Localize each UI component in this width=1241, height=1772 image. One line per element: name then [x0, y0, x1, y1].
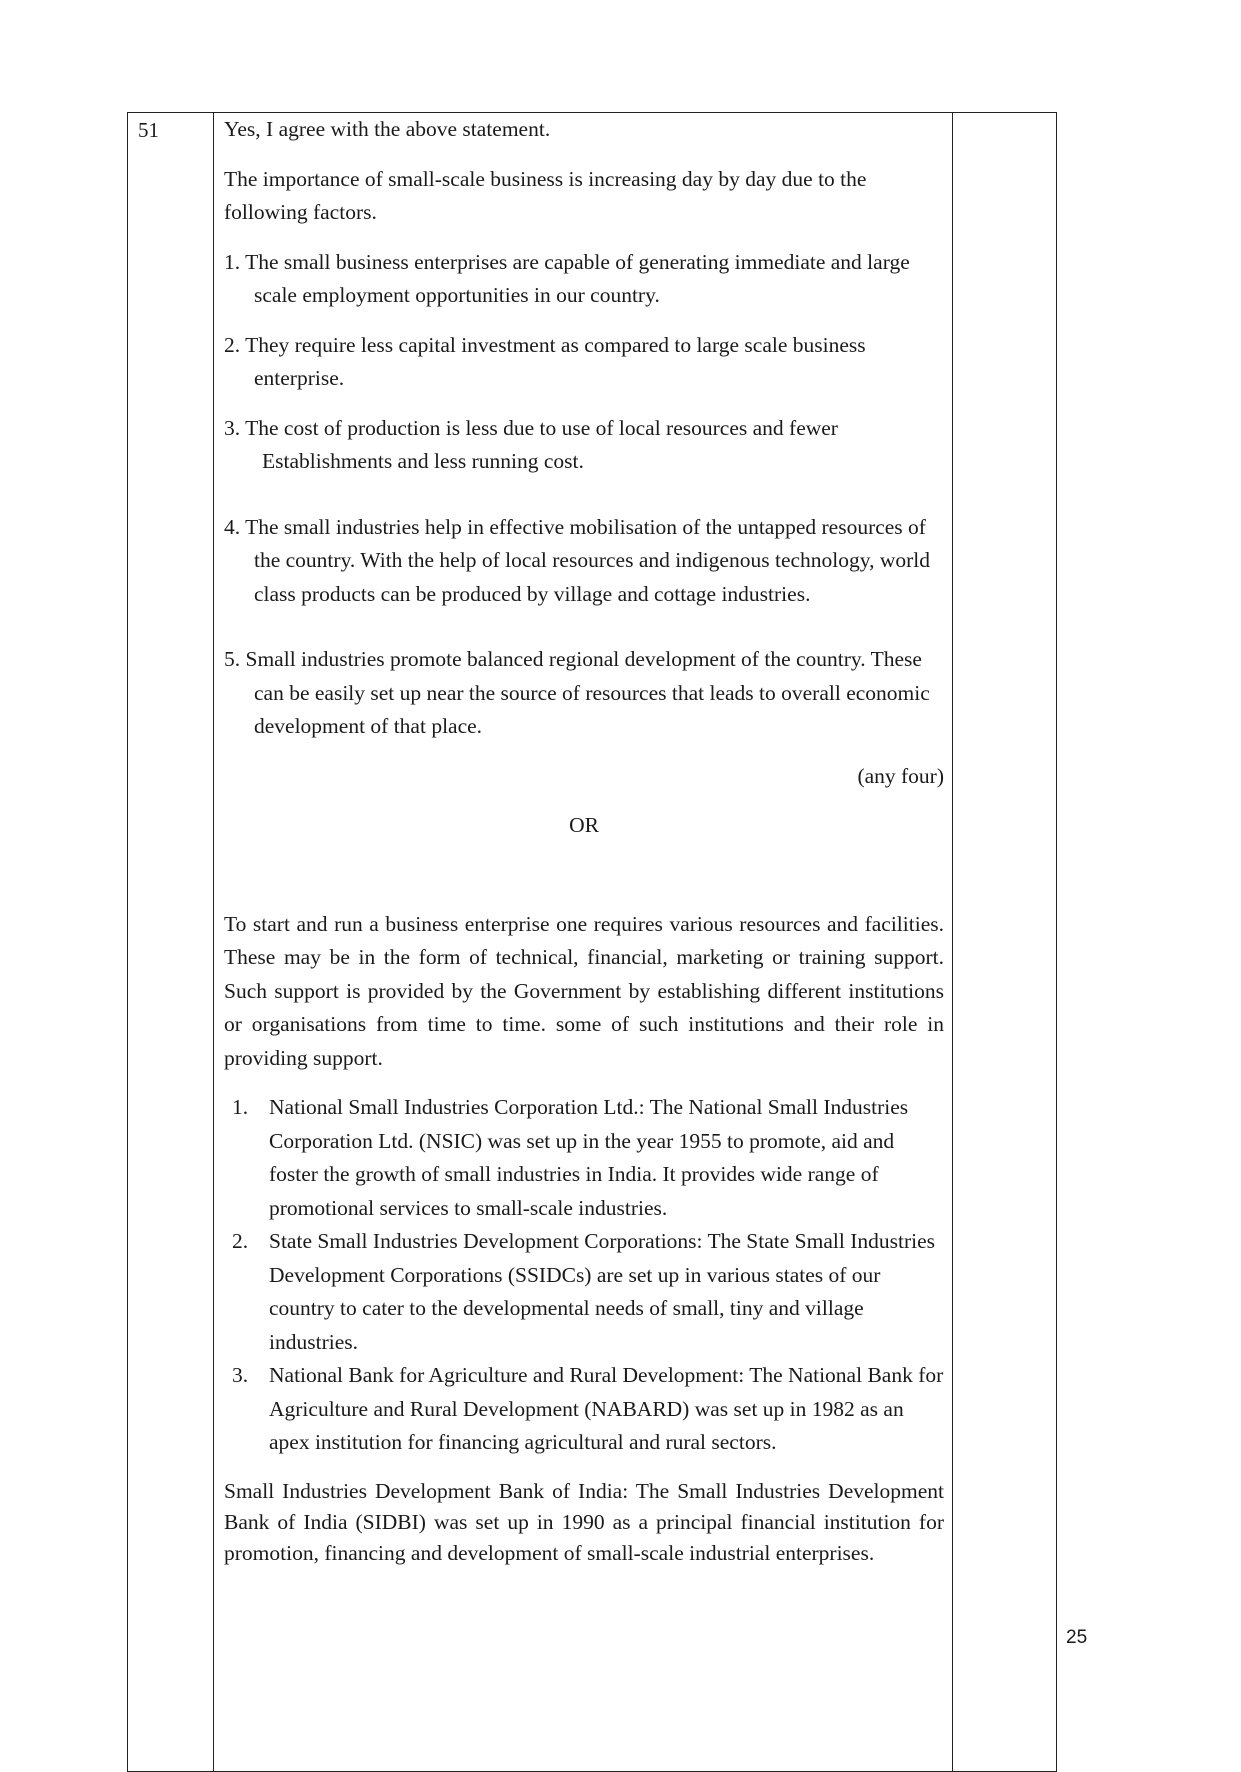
factor-item: 3. The cost of production is less due to use of local resources and fewer Establishments and less running cost.	[224, 415, 838, 473]
list-item-text: National Bank for Agriculture and Rural Development: The National Bank for Agriculture and Rural Development (NABARD) was set up in 1982 as an apex institution for financing agricultural and rural sectors.	[269, 1363, 944, 1454]
page-number: 25	[1066, 1627, 1088, 1648]
list-item-number: 3.	[232, 1363, 249, 1387]
list-item-text: State Small Industries Development Corporations: The State Small Industries Development Corporations (SSIDCs) are set up in various states of our country to cater to the developmental needs of small, tiny and village industries.	[269, 1229, 936, 1354]
factor-item: 4. The small industries help in effective mobilisation of the untapped resources of the country. With the help of local resources and indigenous technology, world class products can be produced by village and cottage industries.	[224, 514, 931, 606]
list-item	[232, 1225, 944, 1359]
question-number: 51	[138, 118, 159, 142]
list-item	[232, 1359, 944, 1460]
factor-item: 1. The small business enterprises are capable of generating immediate and large scale employment opportunities in our country.	[224, 249, 910, 307]
alt-intro-text: To start and run a business enterprise one requires various resources and facilities. These may be in the form of technical, financial, marketing or training support. Such support is provided by the Government by establishing different institutions or organisations from time to time. some of such institutions and their role in providing support.	[224, 911, 944, 1070]
factor-item: 2. They require less capital investment as compared to large scale business enterprise.	[224, 332, 866, 390]
answer-content	[224, 113, 944, 1569]
column-divider-2	[952, 113, 953, 1771]
answer-table	[127, 112, 1057, 1772]
institution-list	[224, 1091, 944, 1460]
sidbi-text: Small Industries Development Bank of India: The Small Industries Development Bank of India (SIDBI) was set up in 1990 as a principal financial institution for promotion, financing and development of small-scale industrial enterprises.	[224, 1478, 944, 1565]
list-item-number: 1.	[232, 1095, 249, 1119]
any-four-note: (any four)	[857, 763, 944, 788]
column-divider-1	[213, 113, 214, 1771]
list-item-number: 2.	[232, 1229, 249, 1253]
list-item	[232, 1091, 944, 1225]
list-item-text: National Small Industries Corporation Ltd.: The National Small Industries Corporation Ltd. (NSIC) was set up in the year 1955 to promote, aid and foster the growth of small industries in India. It provides wide range of promotional services to small-scale industries.	[269, 1095, 909, 1220]
factor-item: 5. Small industries promote balanced regional development of the country. These can be easily set up near the source of resources that leads to overall economic development of that place.	[224, 647, 930, 738]
lead-text: The importance of small-scale business is increasing day by day due to the following factors.	[224, 166, 867, 224]
or-separator: OR	[569, 813, 599, 837]
intro-text: Yes, I agree with the above statement.	[224, 117, 551, 141]
